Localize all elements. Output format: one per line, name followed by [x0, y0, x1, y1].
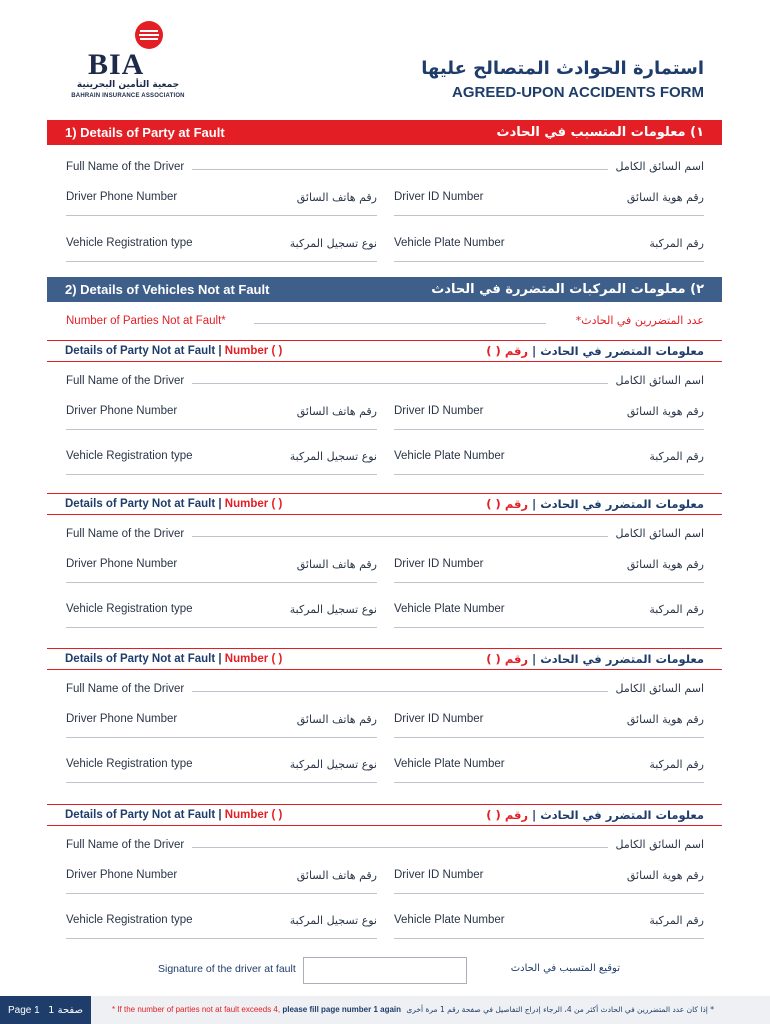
registration-label-ar: نوع تسجيل المركبة	[289, 237, 377, 250]
id-line[interactable]	[394, 429, 704, 430]
registration-label: Vehicle Registration type	[66, 758, 193, 770]
section1-title-en: 1) Details of Party at Fault	[65, 125, 225, 140]
footer-note	[112, 1005, 401, 1014]
page-number-ar: صفحة 1	[48, 1004, 83, 1016]
page-number-tag	[0, 996, 91, 1024]
party-1-header	[47, 340, 722, 362]
id-label-ar: رقم هوية السائق	[626, 558, 704, 571]
plate-label: Vehicle Plate Number	[394, 237, 505, 249]
registration-label-ar: نوع تسجيل المركبة	[289, 450, 377, 463]
party-header-separator-ar: |	[532, 497, 537, 511]
party-header-separator-ar: |	[532, 652, 537, 666]
full-name-label: Full Name of the Driver	[66, 683, 185, 695]
plate-line[interactable]	[394, 938, 704, 939]
phone-label-ar: رقم هاتف السائق	[296, 191, 377, 204]
phone-label-ar: رقم هاتف السائق	[296, 405, 377, 418]
registration-label-ar: نوع تسجيل المركبة	[289, 603, 377, 616]
party-number-ar[interactable]: رقم ( )	[486, 652, 528, 666]
parties-count-label: Number of Parties Not at Fault*	[66, 315, 226, 327]
party-1-full-name-field[interactable]	[66, 374, 704, 387]
bia-logo	[66, 20, 206, 100]
party-header-separator-ar: |	[532, 808, 537, 822]
phone-label-ar: رقم هاتف السائق	[296, 869, 377, 882]
party-header-separator: |	[218, 345, 222, 357]
party-header-en	[65, 345, 282, 357]
party-2-header	[47, 493, 722, 515]
phone-label-ar: رقم هاتف السائق	[296, 558, 377, 571]
full-name-label-ar: اسم السائق الكامل	[615, 838, 704, 851]
party-header-ar	[486, 344, 704, 358]
phone-label: Driver Phone Number	[66, 405, 178, 417]
party-4-full-name-field[interactable]	[66, 838, 704, 851]
plate-line[interactable]	[394, 627, 704, 628]
party-header-separator-ar: |	[532, 344, 537, 358]
phone-line[interactable]	[66, 893, 377, 894]
full-name-line[interactable]	[192, 691, 607, 692]
bia-emblem-icon	[134, 20, 164, 50]
party-header-en	[65, 809, 282, 821]
party-header-title-ar: معلومات المتضرر في الحادث	[540, 808, 704, 822]
section2-banner	[47, 277, 722, 302]
id-label-ar: رقم هوية السائق	[626, 869, 704, 882]
section1-banner	[47, 120, 722, 145]
full-name-line[interactable]	[192, 169, 607, 170]
party-header-title: Details of Party Not at Fault	[65, 809, 216, 821]
id-label: Driver ID Number	[394, 713, 484, 725]
logo-english-name: BAHRAIN INSURANCE ASSOCIATION	[71, 93, 185, 99]
party-header-en	[65, 498, 282, 510]
parties-count-line[interactable]	[254, 323, 546, 324]
id-line[interactable]	[394, 893, 704, 894]
registration-line[interactable]	[66, 938, 377, 939]
party-header-title-ar: معلومات المتضرر في الحادث	[540, 344, 704, 358]
plate-label-ar: رقم المركبة	[649, 603, 704, 616]
plate-label-ar: رقم المركبة	[649, 914, 704, 927]
party-header-title-ar: معلومات المتضرر في الحادث	[540, 652, 704, 666]
logo-text: BIA	[88, 48, 145, 81]
party-number-ar[interactable]: رقم ( )	[486, 344, 528, 358]
plate-label: Vehicle Plate Number	[394, 603, 505, 615]
registration-label: Vehicle Registration type	[66, 603, 193, 615]
phone-label: Driver Phone Number	[66, 191, 178, 203]
signature-label-ar: توقيع المتسبب في الحادث	[510, 963, 620, 974]
phone-line[interactable]	[66, 582, 377, 583]
full-name-label: Full Name of the Driver	[66, 528, 185, 540]
footer-note-ar: * إذا كان عدد المتضررين في الحادث أكثر من 4، الرجاء إدراج التفاصيل في صفحة رقم 1 مرة أخرى	[406, 1005, 714, 1014]
full-name-label: Full Name of the Driver	[66, 375, 185, 387]
full-name-label-ar: اسم السائق الكامل	[615, 682, 704, 695]
party-header-title: Details of Party Not at Fault	[65, 498, 216, 510]
full-name-line[interactable]	[192, 536, 607, 537]
plate-line[interactable]	[394, 261, 704, 262]
section2-title-ar: ٢) معلومات المركبات المتضررة في الحادث	[431, 282, 704, 297]
plate-label: Vehicle Plate Number	[394, 758, 505, 770]
id-label-ar: رقم هوية السائق	[626, 405, 704, 418]
registration-label-ar: نوع تسجيل المركبة	[289, 914, 377, 927]
party-header-ar	[486, 652, 704, 666]
registration-label: Vehicle Registration type	[66, 914, 193, 926]
section2-title-en: 2) Details of Vehicles Not at Fault	[65, 282, 270, 297]
plate-label-ar: رقم المركبة	[649, 237, 704, 250]
plate-label-ar: رقم المركبة	[649, 450, 704, 463]
full-name-label: Full Name of the Driver	[66, 161, 185, 173]
party-number-en[interactable]: Number ( )	[224, 345, 283, 357]
plate-label: Vehicle Plate Number	[394, 914, 505, 926]
id-line[interactable]	[394, 737, 704, 738]
form-title-arabic: استمارة الحوادث المتصالح عليها	[421, 58, 704, 79]
registration-line[interactable]	[66, 474, 377, 475]
party-4-header	[47, 804, 722, 826]
party-number-en[interactable]: Number ( )	[224, 653, 283, 665]
full-name-line[interactable]	[192, 383, 607, 384]
party-number-en[interactable]: Number ( )	[224, 809, 283, 821]
party-header-separator: |	[218, 653, 222, 665]
party-header-title: Details of Party Not at Fault	[65, 653, 216, 665]
signature-box[interactable]	[303, 957, 467, 984]
footer-note-red: * If the number of parties not at fault exceeds 4,	[112, 1005, 281, 1014]
id-label: Driver ID Number	[394, 405, 484, 417]
id-label-ar: رقم هوية السائق	[626, 713, 704, 726]
id-label: Driver ID Number	[394, 558, 484, 570]
party-3-full-name-field[interactable]	[66, 682, 704, 695]
full-name-label: Full Name of the Driver	[66, 839, 185, 851]
phone-line[interactable]	[66, 737, 377, 738]
id-label: Driver ID Number	[394, 191, 484, 203]
registration-line[interactable]	[66, 627, 377, 628]
phone-label: Driver Phone Number	[66, 713, 178, 725]
phone-line[interactable]	[66, 429, 377, 430]
id-line[interactable]	[394, 215, 704, 216]
phone-label: Driver Phone Number	[66, 558, 178, 570]
registration-line[interactable]	[66, 782, 377, 783]
party-number-ar[interactable]: رقم ( )	[486, 497, 528, 511]
registration-line[interactable]	[66, 261, 377, 262]
parties-count-field[interactable]	[66, 314, 704, 327]
phone-label-ar: رقم هاتف السائق	[296, 713, 377, 726]
party-header-title-ar: معلومات المتضرر في الحادث	[540, 497, 704, 511]
full-name-line[interactable]	[192, 847, 607, 848]
logo-arabic-name: جمعية التأمين البحرينية	[76, 80, 180, 90]
party-header-title: Details of Party Not at Fault	[65, 345, 216, 357]
phone-label: Driver Phone Number	[66, 869, 178, 881]
signature-label: Signature of the driver at fault	[158, 963, 296, 975]
party-header-en	[65, 653, 282, 665]
page-number-en: Page 1	[8, 1004, 40, 1016]
party-2-full-name-field[interactable]	[66, 527, 704, 540]
full-name-label-ar: اسم السائق الكامل	[615, 374, 704, 387]
plate-label: Vehicle Plate Number	[394, 450, 505, 462]
registration-label: Vehicle Registration type	[66, 237, 193, 249]
plate-line[interactable]	[394, 474, 704, 475]
party-number-ar[interactable]: رقم ( )	[486, 808, 528, 822]
party-header-ar	[486, 808, 704, 822]
full-name-label-ar: اسم السائق الكامل	[615, 527, 704, 540]
id-label: Driver ID Number	[394, 869, 484, 881]
party-header-separator: |	[218, 498, 222, 510]
party-header-separator: |	[218, 809, 222, 821]
full-name-label-ar: اسم السائق الكامل	[615, 160, 704, 173]
phone-line[interactable]	[66, 215, 377, 216]
footer-note-bold: please fill page number 1 again	[280, 1005, 402, 1014]
party-header-ar	[486, 497, 704, 511]
party-3-header	[47, 648, 722, 670]
id-label-ar: رقم هوية السائق	[626, 191, 704, 204]
plate-line[interactable]	[394, 782, 704, 783]
section1-title-ar: ١) معلومات المتسبب في الحادث	[496, 125, 704, 140]
id-line[interactable]	[394, 582, 704, 583]
form-title-english: AGREED-UPON ACCIDENTS FORM	[452, 84, 704, 101]
registration-label-ar: نوع تسجيل المركبة	[289, 758, 377, 771]
plate-label-ar: رقم المركبة	[649, 758, 704, 771]
fault-full-name-field[interactable]	[66, 160, 704, 173]
party-number-en[interactable]: Number ( )	[224, 498, 283, 510]
parties-count-label-ar: عدد المتضررين في الحادث*	[575, 314, 704, 327]
registration-label: Vehicle Registration type	[66, 450, 193, 462]
